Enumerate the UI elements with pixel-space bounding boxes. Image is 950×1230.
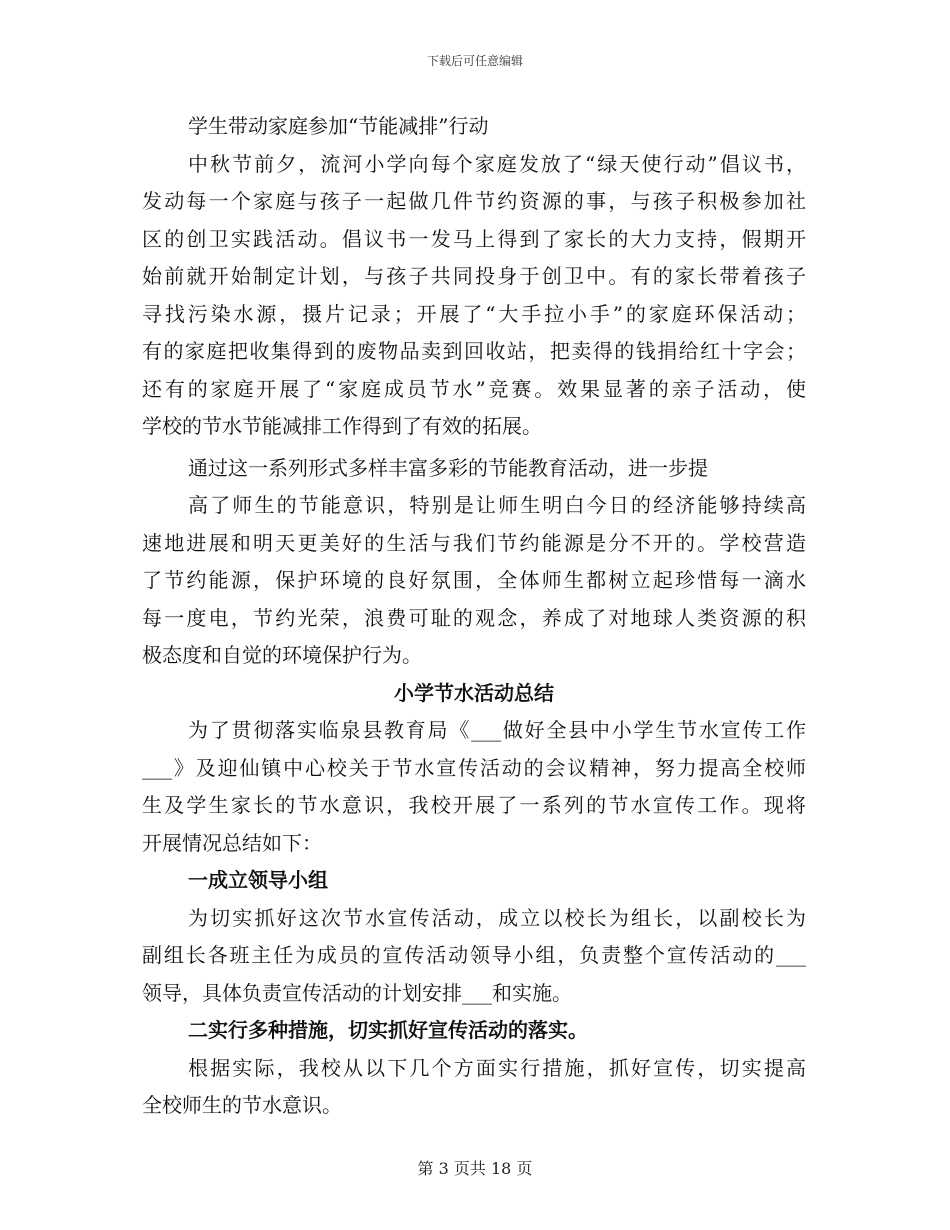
paragraph-line: 始前就开始制定计划，与孩子共同投身于创卫中。有的家长带着孩子 <box>142 264 806 288</box>
paragraph-line: 生及学生家长的节水意识，我校开展了一系列的节水宣传工作。现将 <box>142 793 806 817</box>
page-header: 下载后可任意编辑 <box>426 54 523 68</box>
paragraph-line: 中秋节前夕，流河小学向每个家庭发放了“绿天使行动”倡议书， <box>188 151 806 176</box>
paragraph-line: 为切实抓好这次节水宣传活动，成立以校长为组长，以副校长为 <box>188 905 806 930</box>
paragraph-line: 寻找污染水源，摄片记录；开展了“大手拉小手”的家庭环保活动； <box>142 301 806 326</box>
paragraph-line: 为了贯彻落实临泉县教育局《___做好全县中小学生节水宣传工作 <box>188 718 806 742</box>
paragraph-line: 根据实际，我校从以下几个方面实行措施，抓好宣传，切实提高 <box>188 1055 806 1080</box>
paragraph-line: 学生带动家庭参加“节能减排”行动 <box>188 114 489 138</box>
paragraph-line: 副组长各班主任为成员的宣传活动领导小组，负责整个宣传活动的___ <box>142 943 806 967</box>
paragraph-line: 还有的家庭开展了“家庭成员节水”竞赛。效果显著的亲子活动，使 <box>142 376 806 401</box>
paragraph-line: 高了师生的节能意识，特别是让师生明白今日的经济能够持续高 <box>188 493 806 517</box>
section-title: 小学节水活动总结 <box>394 680 554 705</box>
paragraph-line: ___》及迎仙镇中心校关于节水宣传活动的会议精神，努力提高全校师 <box>142 755 806 780</box>
paragraph-line: 开展情况总结如下： <box>142 830 322 855</box>
subsection-heading: 一成立领导小组 <box>188 868 328 892</box>
subsection-heading: 二实行多种措施，切实抓好宣传活动的落实。 <box>188 1018 588 1042</box>
paragraph-line: 学校的节水节能减排工作得到了有效的拓展。 <box>142 414 542 438</box>
paragraph-line: 发动每一个家庭与孩子一起做几件节约资源的事，与孩子积极参加社 <box>142 189 806 213</box>
paragraph-line: 领导，具体负责宣传活动的计划安排___和实施。 <box>142 980 572 1005</box>
document-body <box>142 108 806 1125</box>
page-footer: 第 3 页共 18 页 <box>417 1159 533 1178</box>
paragraph-line: 每一度电，节约光荣，浪费可耻的观念，养成了对地球人类资源的积 <box>142 605 806 630</box>
paragraph-line: 全校师生的节水意识。 <box>142 1093 342 1117</box>
paragraph-line: 了节约能源，保护环境的良好氛围，全体师生都树立起珍惜每一滴水 <box>142 568 806 592</box>
paragraph-line: 有的家庭把收集得到的废物品卖到回收站，把卖得的钱捐给红十字会； <box>142 339 806 363</box>
paragraph-line: 速地进展和明天更美好的生活与我们节约能源是分不开的。学校营造 <box>142 530 806 555</box>
paragraph-line: 通过这一系列形式多样丰富多彩的节能教育活动，进一步提 <box>188 455 708 480</box>
paragraph-line: 极态度和自觉的环境保护行为。 <box>142 643 422 667</box>
paragraph-line: 区的创卫实践活动。倡议书一发马上得到了家长的大力支持，假期开 <box>142 226 806 251</box>
